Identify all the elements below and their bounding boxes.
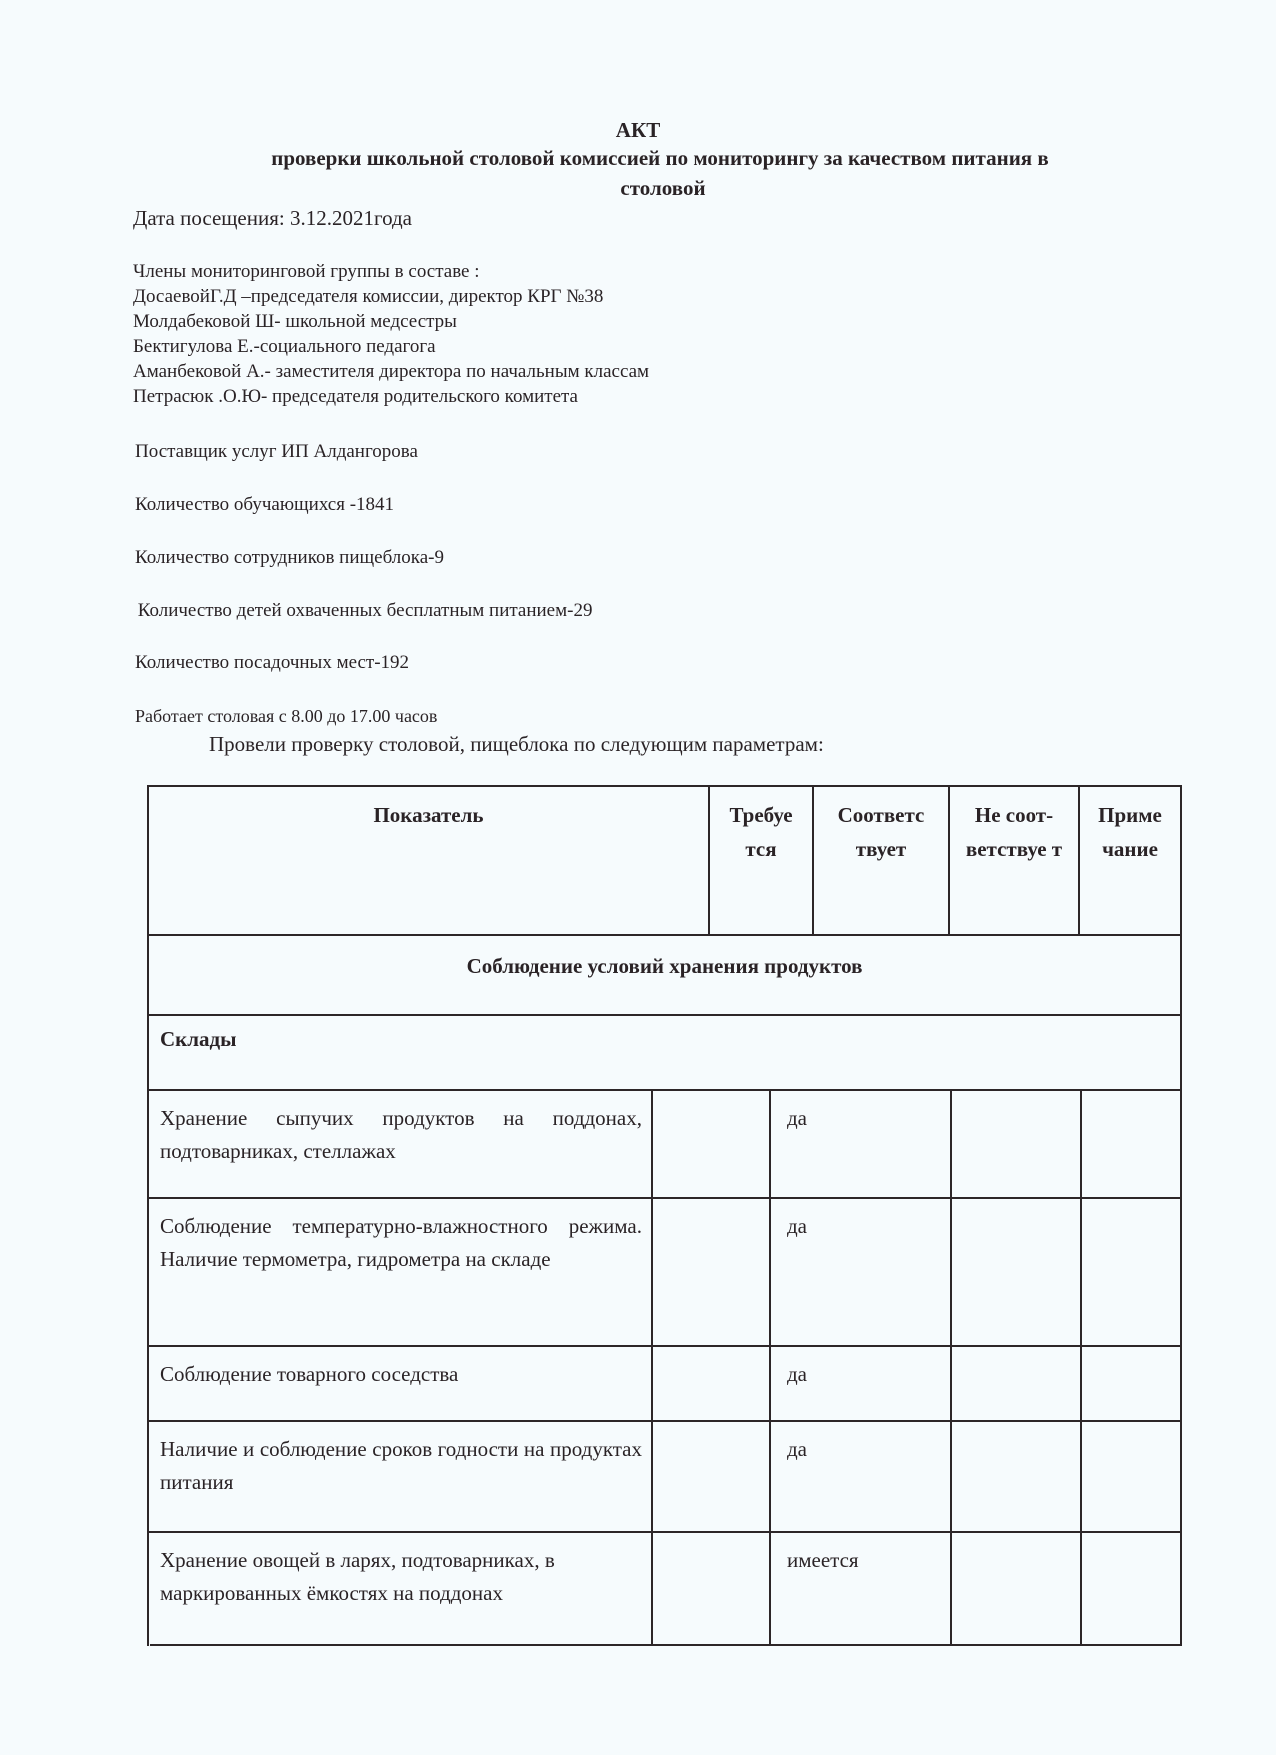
member-item: Бектигулова Е.-социального педагога [133, 336, 436, 357]
header-indicator: Показатель [373, 803, 484, 827]
member-item: Аманбековой А.- заместителя директора по начальным классам [133, 361, 650, 382]
table-border-left [147, 785, 149, 1646]
table-divider [147, 1014, 1182, 1016]
table-divider [147, 1197, 1182, 1199]
visit-date: Дата посещения: 3.12.2021года [133, 206, 412, 230]
students-count: Количество обучающихся -1841 [135, 494, 395, 515]
table-divider [147, 1420, 1182, 1422]
body-col-divider [769, 1089, 771, 1645]
table-divider [147, 1531, 1182, 1533]
member-item: ДосаевойГ.Д –председателя комиссии, директор КРГ №38 [133, 286, 604, 307]
supplier-info: Поставщик услуг ИП Алдангорова [135, 441, 418, 462]
table-divider [147, 1345, 1182, 1347]
working-hours: Работает столовая с 8.00 до 17.00 часов [135, 706, 438, 726]
table-border-bottom [150, 1644, 1182, 1646]
body-col-divider [950, 1089, 952, 1645]
member-item: Петрасюк .О.Ю- председателя родительского комитета [133, 386, 578, 407]
subsection-title: Склады [160, 1027, 237, 1051]
document-title: АКТ [615, 118, 661, 142]
header-note: Приме чание [1098, 803, 1162, 861]
row-indicator: Хранение овощей в ларях, подтоварниках, в маркированных ёмкостях на поддонах [160, 1548, 555, 1605]
table-border-top [147, 785, 1182, 787]
row-complies: да [787, 1437, 808, 1461]
row-indicator: Хранение сыпучих продуктов на поддонах, подтоварниках, стеллажах [160, 1106, 642, 1163]
header-col-divider [948, 785, 950, 935]
row-complies: да [787, 1214, 808, 1238]
table-border-right [1180, 785, 1182, 1646]
row-indicator: Наличие и соблюдение сроков годности на продуктах питания [160, 1437, 642, 1494]
header-complies: Соответс твует [837, 803, 925, 861]
row-indicator: Соблюдение температурно-влажностного режима. Наличие термометра, гидрометра на складе [160, 1214, 642, 1271]
header-not-complies: Не соот- ветствуе т [965, 803, 1063, 861]
table-divider [147, 934, 1182, 936]
header-col-divider [812, 785, 814, 935]
document-subtitle-line2: столовой [620, 176, 706, 200]
free-meals-count: Количество детей охваченных бесплатным питанием-29 [133, 600, 593, 621]
staff-count: Количество сотрудников пищеблока-9 [135, 547, 444, 568]
members-heading: Члены мониторинговой группы в составе : [133, 261, 480, 282]
header-required: Требуе тся [729, 803, 793, 861]
row-complies: да [787, 1106, 808, 1130]
member-item: Молдабековой Ш- школьной медсестры [133, 311, 457, 332]
row-indicator: Соблюдение товарного соседства [160, 1362, 459, 1386]
seats-count: Количество посадочных мест-192 [135, 652, 410, 673]
inspection-intro: Провели проверку столовой, пищеблока по следующим параметрам: [209, 732, 824, 756]
document-subtitle-line1: проверки школьной столовой комиссией по мониторингу за качеством питания в [271, 146, 1049, 170]
header-col-divider [1078, 785, 1080, 935]
row-complies: да [787, 1362, 808, 1386]
row-complies: имеется [787, 1548, 859, 1572]
header-col-divider [708, 785, 710, 935]
table-divider [147, 1089, 1182, 1091]
body-col-divider [651, 1089, 653, 1645]
section-title: Соблюдение условий хранения продуктов [466, 954, 863, 978]
body-col-divider [1080, 1089, 1082, 1645]
